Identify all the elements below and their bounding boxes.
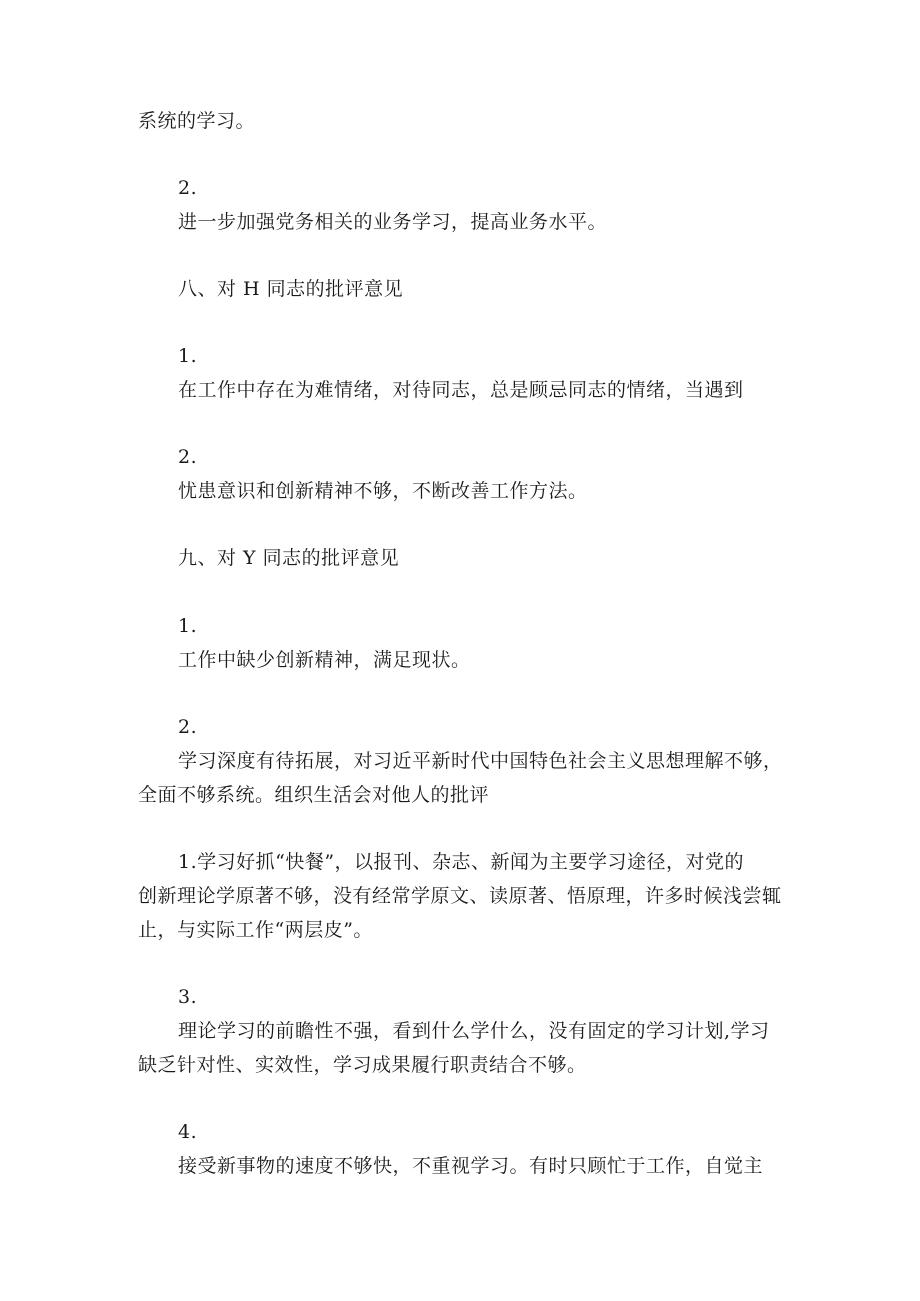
- section9-item1-text: 工作中缺少创新精神，满足现状。: [178, 649, 471, 671]
- criticism-item3-line1: 理论学习的前瞻性不强，看到什么学什么，没有固定的学习计划,学习: [178, 1020, 770, 1042]
- criticism-item3-line2: 缺乏针对性、实效性，学习成果履行职责结合不够。: [138, 1054, 587, 1076]
- section7-item2-number: 2.: [178, 177, 198, 199]
- section8-heading: 八、对 H 同志的批评意见: [178, 278, 404, 300]
- criticism-item1-line2: 创新理论学原著不够，没有经常学原文、读原著、悟原理，许多时候浅尝辄: [138, 885, 782, 907]
- criticism-item4-number: 4.: [178, 1121, 198, 1143]
- section8-item2-text: 忧患意识和创新精神不够，不断改善工作方法。: [178, 480, 588, 502]
- section7-item2-text: 进一步加强党务相关的业务学习，提高业务水平。: [178, 211, 608, 233]
- intro-tail-text: 系统的学习。: [138, 110, 256, 132]
- section9-item1-number: 1.: [178, 615, 198, 637]
- criticism-item1-line3: 止，与实际工作“两层皮”。: [138, 919, 373, 941]
- section9-heading: 九、对 Y 同志的批评意见: [178, 547, 400, 569]
- section8-item2-number: 2.: [178, 446, 198, 468]
- section9-item2-text-line1: 学习深度有待拓展，对习近平新时代中国特色社会主义思想理解不够，: [178, 750, 783, 772]
- section9-item2-number: 2.: [178, 716, 198, 738]
- criticism-item3-number: 3.: [178, 986, 198, 1008]
- criticism-item4-line1: 接受新事物的速度不够快，不重视学习。有时只顾忙于工作，自觉主: [178, 1155, 764, 1177]
- section9-item2-text-line2: 全面不够系统。组织生活会对他人的批评: [138, 784, 490, 806]
- section8-item1-number: 1.: [178, 345, 198, 367]
- section8-item1-text: 在工作中存在为难情绪，对待同志，总是顾忌同志的情绪，当遇到: [178, 379, 744, 401]
- criticism-item1-line1: 1.学习好抓“快餐”，以报刊、杂志、新闻为主要学习途径，对党的: [178, 851, 745, 873]
